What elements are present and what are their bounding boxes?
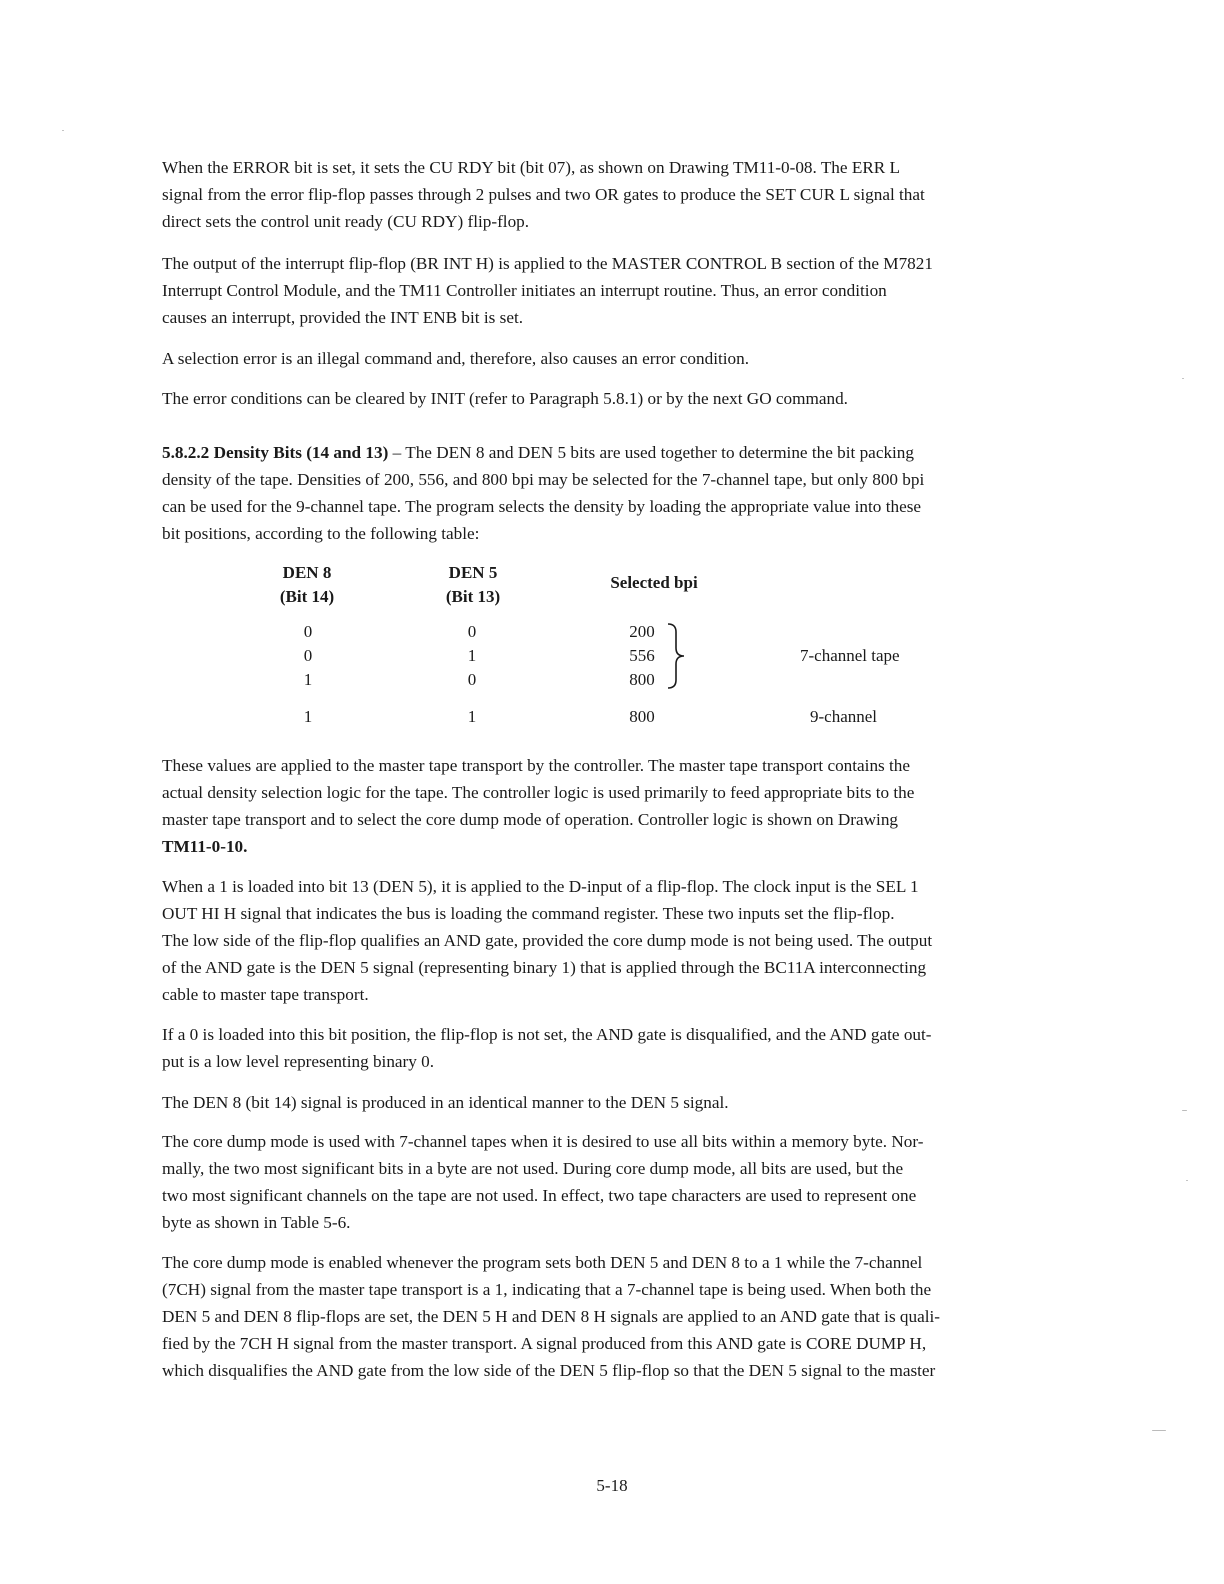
group-label-7-channel: 7-channel tape: [800, 646, 900, 665]
text-line: density of the tape. Densities of 200, 556, and 800 bpi may be selected for the 7-channel tape, but only 800 bpi: [162, 470, 925, 489]
text-line: The error conditions can be cleared by INIT (refer to Paragraph 5.8.1) or by the next GO command.: [162, 389, 848, 408]
text-line: The low side of the flip-flop qualifies an AND gate, provided the core dump mode is not being used. The output: [162, 931, 933, 950]
scan-speck: [1182, 1110, 1187, 1111]
cell-bpi: 200: [629, 622, 655, 641]
text-line: actual density selection logic for the tape. The controller logic is used primarily to feed appropriate bits to the: [162, 783, 915, 802]
text-line: master tape transport and to select the core dump mode of operation. Controller logic is shown on Drawing: [162, 810, 899, 829]
header-den8-line2: (Bit 14): [279, 587, 335, 606]
cell-bpi: 800: [629, 670, 655, 689]
text-line: of the AND gate is the DEN 5 signal (representing binary 1) that is applied through the BC11A interconnecting: [162, 958, 927, 977]
cell-den5: 1: [467, 646, 477, 665]
cell-den8: 1: [303, 670, 313, 689]
header-den5-line1: DEN 5: [448, 563, 498, 582]
text-line: When the ERROR bit is set, it sets the CU RDY bit (bit 07), as shown on Drawing TM11-0-08. The ERR L: [162, 158, 901, 177]
scan-speck: [1186, 1180, 1188, 1181]
cell-bpi: 800: [629, 707, 655, 726]
text-line: DEN 5 and DEN 8 flip-flops are set, the DEN 5 H and DEN 8 H signals are applied to an AND gate that is quali-: [162, 1307, 941, 1326]
text-line: mally, the two most significant bits in a byte are not used. During core dump mode, all bits are used, but the: [162, 1159, 904, 1178]
page-number: 5-18: [596, 1476, 628, 1495]
cell-den8: 0: [303, 646, 313, 665]
paragraph-core-dump-mode: [162, 1128, 1062, 1236]
cell-den8: 0: [303, 622, 313, 641]
text-line: bit positions, according to the following table:: [162, 524, 480, 543]
section-heading: 5.8.2.2 Density Bits (14 and 13): [162, 443, 389, 462]
header-den8-line1: DEN 8: [282, 563, 332, 582]
text-line: The core dump mode is enabled whenever the program sets both DEN 5 and DEN 8 to a 1 while the 7-channel: [162, 1253, 923, 1272]
scan-speck: [1152, 1430, 1166, 1431]
text-line: two most significant channels on the tape are not used. In effect, two tape characters are used to represent one: [162, 1186, 917, 1205]
text-line: which disqualifies the AND gate from the low side of the DEN 5 flip-flop so that the DEN 5 signal to the master: [162, 1361, 936, 1380]
paragraph-master-transport: [162, 752, 1062, 860]
text-line: put is a low level representing binary 0.: [162, 1052, 435, 1071]
cell-den5: 0: [467, 670, 477, 689]
text-line: Interrupt Control Module, and the TM11 Controller initiates an interrupt routine. Thus, an error condition: [162, 281, 887, 300]
text-line: The core dump mode is used with 7-channel tapes when it is desired to use all bits within a memory byte. Nor-: [162, 1132, 924, 1151]
text-line: signal from the error flip-flop passes through 2 pulses and two OR gates to produce the SET CUR L signal that: [162, 185, 925, 204]
label-9-channel: 9-channel: [810, 707, 878, 726]
text-line: These values are applied to the master tape transport by the controller. The master tape transport contains the: [162, 756, 911, 775]
scan-speck: [1182, 378, 1184, 379]
text-line: byte as shown in Table 5-6.: [162, 1213, 351, 1232]
text-line: causes an interrupt, provided the INT ENB bit is set.: [162, 308, 524, 327]
paragraph-den8-signal: [162, 1089, 1062, 1116]
text-line: direct sets the control unit ready (CU RDY) flip-flop.: [162, 212, 530, 231]
header-selected-bpi: Selected bpi: [610, 573, 698, 592]
text-line: If a 0 is loaded into this bit position, the flip-flop is not set, the AND gate is disqualified, and the AND gate out-: [162, 1025, 932, 1044]
scan-speck: [62, 130, 64, 131]
header-den5-line2: (Bit 13): [445, 587, 501, 606]
text-line: cable to master tape transport.: [162, 985, 369, 1004]
paragraph-den5-load: [162, 873, 1062, 1008]
text-line: fied by the 7CH H signal from the master transport. A signal produced from this AND gate is CORE DUMP H,: [162, 1334, 927, 1353]
cell-den8: 1: [303, 707, 313, 726]
text-line: The DEN 8 (bit 14) signal is produced in an identical manner to the DEN 5 signal.: [162, 1093, 729, 1112]
header-den8: [262, 561, 352, 609]
cell-den5: 1: [467, 707, 477, 726]
grouping-brace: [664, 620, 690, 692]
text-line: OUT HI H signal that indicates the bus is loading the command register. These two inputs set the flip-flop.: [162, 904, 895, 923]
text-run: – The DEN 8 and DEN 5 bits are used together to determine the bit packing: [388, 443, 914, 462]
text-line: The output of the interrupt flip-flop (BR INT H) is applied to the MASTER CONTROL B section of the M7821: [162, 254, 933, 273]
paragraph-core-dump-enable: [162, 1249, 1062, 1384]
cell-bpi: 556: [629, 646, 655, 665]
text-line: When a 1 is loaded into bit 13 (DEN 5), it is applied to the D-input of a flip-flop. The clock input is the SEL 1: [162, 877, 919, 896]
text-line: A selection error is an illegal command and, therefore, also causes an error condition.: [162, 349, 750, 368]
cell-den5: 0: [467, 622, 477, 641]
text-line: can be used for the 9-channel tape. The program selects the density by loading the appropriate value into these: [162, 497, 922, 516]
paragraph-zero-loaded: [162, 1021, 1062, 1075]
text-line: (7CH) signal from the master tape transport is a 1, indicating that a 7-channel tape is being used. When both the: [162, 1280, 932, 1299]
header-den5: [428, 561, 518, 609]
drawing-reference: TM11-0-10.: [162, 837, 248, 856]
